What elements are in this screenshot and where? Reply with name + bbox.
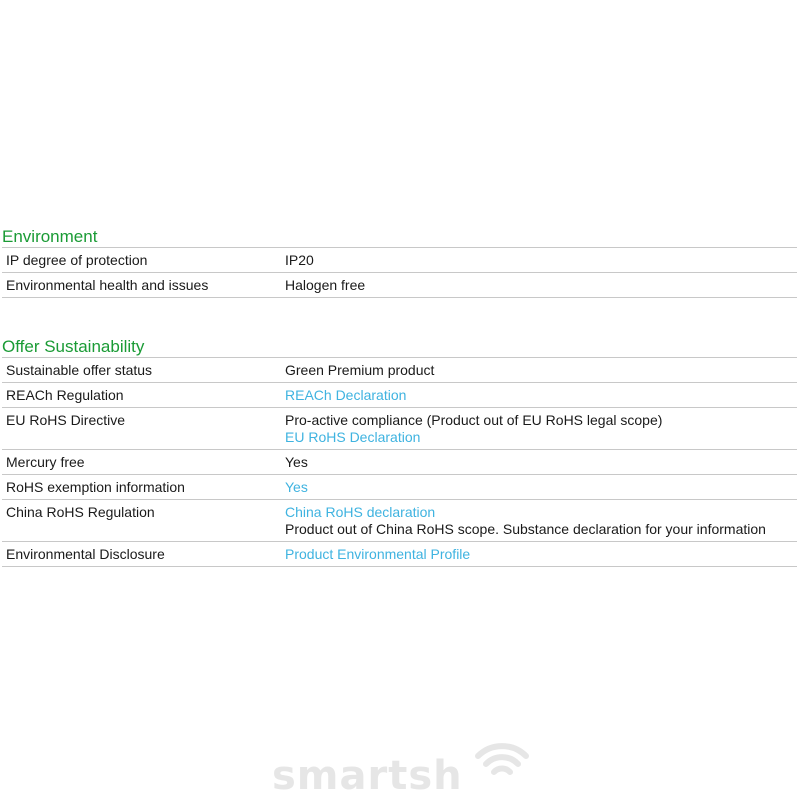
row-value: Green Premium product [285,362,435,378]
watermark [272,738,542,798]
table-row [2,273,797,298]
sustainability-table [2,357,797,567]
row-label: Sustainable offer status [6,362,153,378]
environment-title: Environment [2,227,98,246]
table-row [2,500,797,542]
row-value: Pro-active compliance (Product out of EU RoHS legal scope) [285,412,663,428]
row-value: IP20 [285,252,314,268]
wifi-icon [472,738,532,778]
row-label: Mercury free [6,454,85,470]
table-row [2,450,797,475]
table-row [2,383,797,408]
row-value: Yes [285,454,308,470]
table-row [2,542,797,567]
row-label: Environmental health and issues [6,277,209,293]
row-label: Environmental Disclosure [6,546,165,562]
row-label: China RoHS Regulation [6,504,155,520]
row-value-cell [285,412,797,446]
table-row [2,248,797,273]
row-value-cell [285,387,797,404]
table-row [2,475,797,500]
row-value-cell [285,479,797,496]
table-row [2,358,797,383]
table-row [2,408,797,450]
row-label: EU RoHS Directive [6,412,126,428]
watermark-text: smartsh [272,753,463,799]
row-label: IP degree of protection [6,252,148,268]
sustainability-section [2,337,797,567]
environment-table [2,247,797,298]
row-value-cell [285,504,797,538]
environmental-profile-link[interactable]: Product Environmental Profile [285,546,471,562]
sustainability-title: Offer Sustainability [2,337,145,356]
row-value-cell [285,546,797,563]
reach-declaration-link[interactable]: REACh Declaration [285,387,407,403]
china-rohs-declaration-link[interactable]: China RoHS declaration [285,504,436,520]
rohs-exemption-link[interactable]: Yes [285,479,308,495]
environment-section [2,227,797,298]
row-value: Product out of China RoHS scope. Substance declaration for your information [285,521,766,537]
eu-rohs-declaration-link[interactable]: EU RoHS Declaration [285,429,421,445]
row-value: Halogen free [285,277,366,293]
row-label: RoHS exemption information [6,479,185,495]
row-label: REACh Regulation [6,387,124,403]
